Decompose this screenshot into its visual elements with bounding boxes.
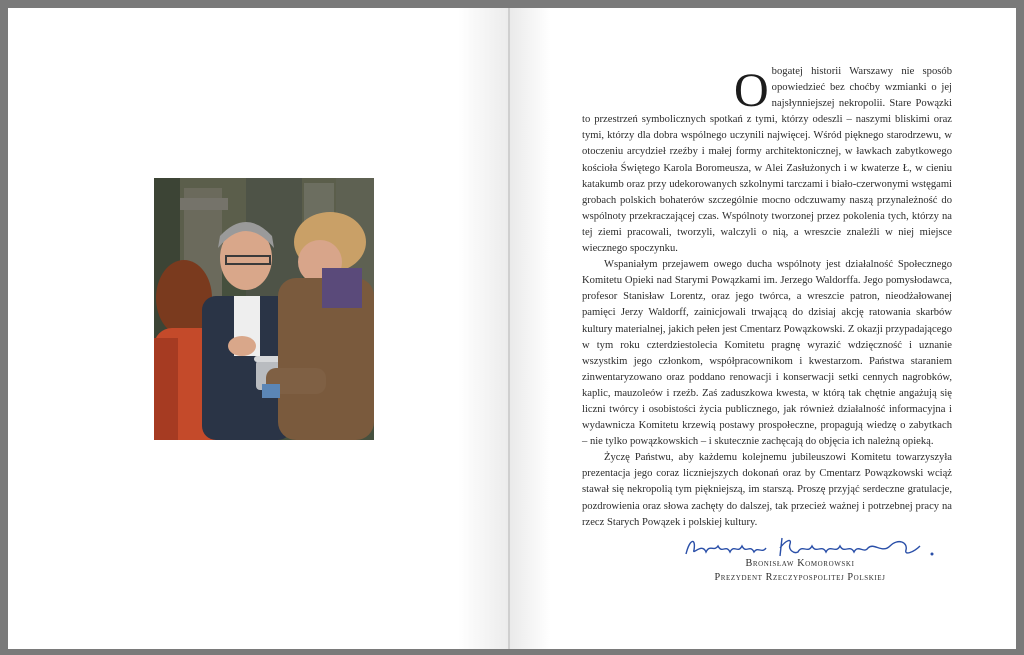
paragraph-2: Wspaniałym przejawem owego ducha wspólnoty jest działalność Społecznego Komitetu Opieki nad Starymi Powązkami im. Jerzego Waldorffa. Jego pomysłodawca, profesor Stanisław Lorentz, oraz jego twórca, a wreszcie patron, nieodżałowanej pamięci Jerzy Waldorff, zainicjowali trwającą do dzisiaj akcję ratowania skarbów kultury materialnej, jakich pełen jest Cmentarz Powązkowski. Z okazji przypadającego w tym roku czterdziestolecia Komitetu pragnę wyrazić wdzięczność i uznanie wszystkim jego członkom, współpracownikom i kwestarzom. Państwa staraniem zinwentaryzowano oraz poddano renowacji i konserwacji setki cennych nagrobków, kaplic, mauzoleów i rzeźb. Zaś zaduszkowa kwesta, w którą tak chętnie angażują się liczni twórcy i osobistości życia publicznego, jak również działalność informacyjna i wydawnicza Komitetu krzewią postawy prospołeczne, propagują wiedzę o zabytkach – nie tylko powązkowskich – i skutecznie zachęcają do objęcia ich należną opieką. [582, 259, 952, 448]
photo-president-at-cemetery [154, 178, 374, 440]
signatory-title: Prezydent Rzeczypospolitej Polskiej [714, 572, 886, 583]
left-page [8, 8, 508, 649]
paragraph-3: Życzę Państwu, aby każdemu kolejnemu jubileuszowi Komitetu towarzyszyła prezentacja jego coraz liczniejszych dokonań oraz by Cmentarz Powązkowski wciąż stawał się nekropolią tym piękniejszą, im starszą. Proszę przyjąć serdeczne gratulacje, pozdrowienia oraz słowa zachęty do dalszej, tak przecież ważnej i potrzebnej pracy na rzecz Starych Powązek i polskiej kultury. [582, 452, 952, 528]
paragraph-1 [582, 64, 952, 257]
letter-body [582, 64, 952, 531]
signatory-name: Bronisław Komorowski [745, 558, 855, 569]
right-page [510, 8, 1016, 649]
drop-cap: O [734, 64, 769, 117]
paragraph-1-text: bogatej historii Warszawy nie sposób opowiedzieć bez choćby wzmianki o jej najsłynniejszej nekropolii. Stare Powązki to przestrzeń symbolicznych spotkań z tymi, którzy odeszli – naszymi bliskimi oraz tymi, którzy dla dobra wspólnego uczynili najwięcej. Wśród pięknego starodrzewu, w otoczeniu arcydzieł rzeźby i małej formy architektonicznej, w ławkach zabytkowego kościoła Świętego Karola Boromeusza, w Alei Zasłużonych i w kwaterze Ł, w cieniu katakumb oraz przy udekorowanych szkolnymi tarczami i biało-czerwonymi wstęgami grobach polskich bohaterów szczególnie mocno odczuwamy naszą przynależność do wspólnoty przekraczającej czas. Wspólnoty tworzonej przez pokolenia tych, którzy na tej ziemi pracowali, tworzyli, walczyli o nią, a wreszcie znaleźli w niej miejsce wiecznego spoczynku. [582, 66, 952, 255]
